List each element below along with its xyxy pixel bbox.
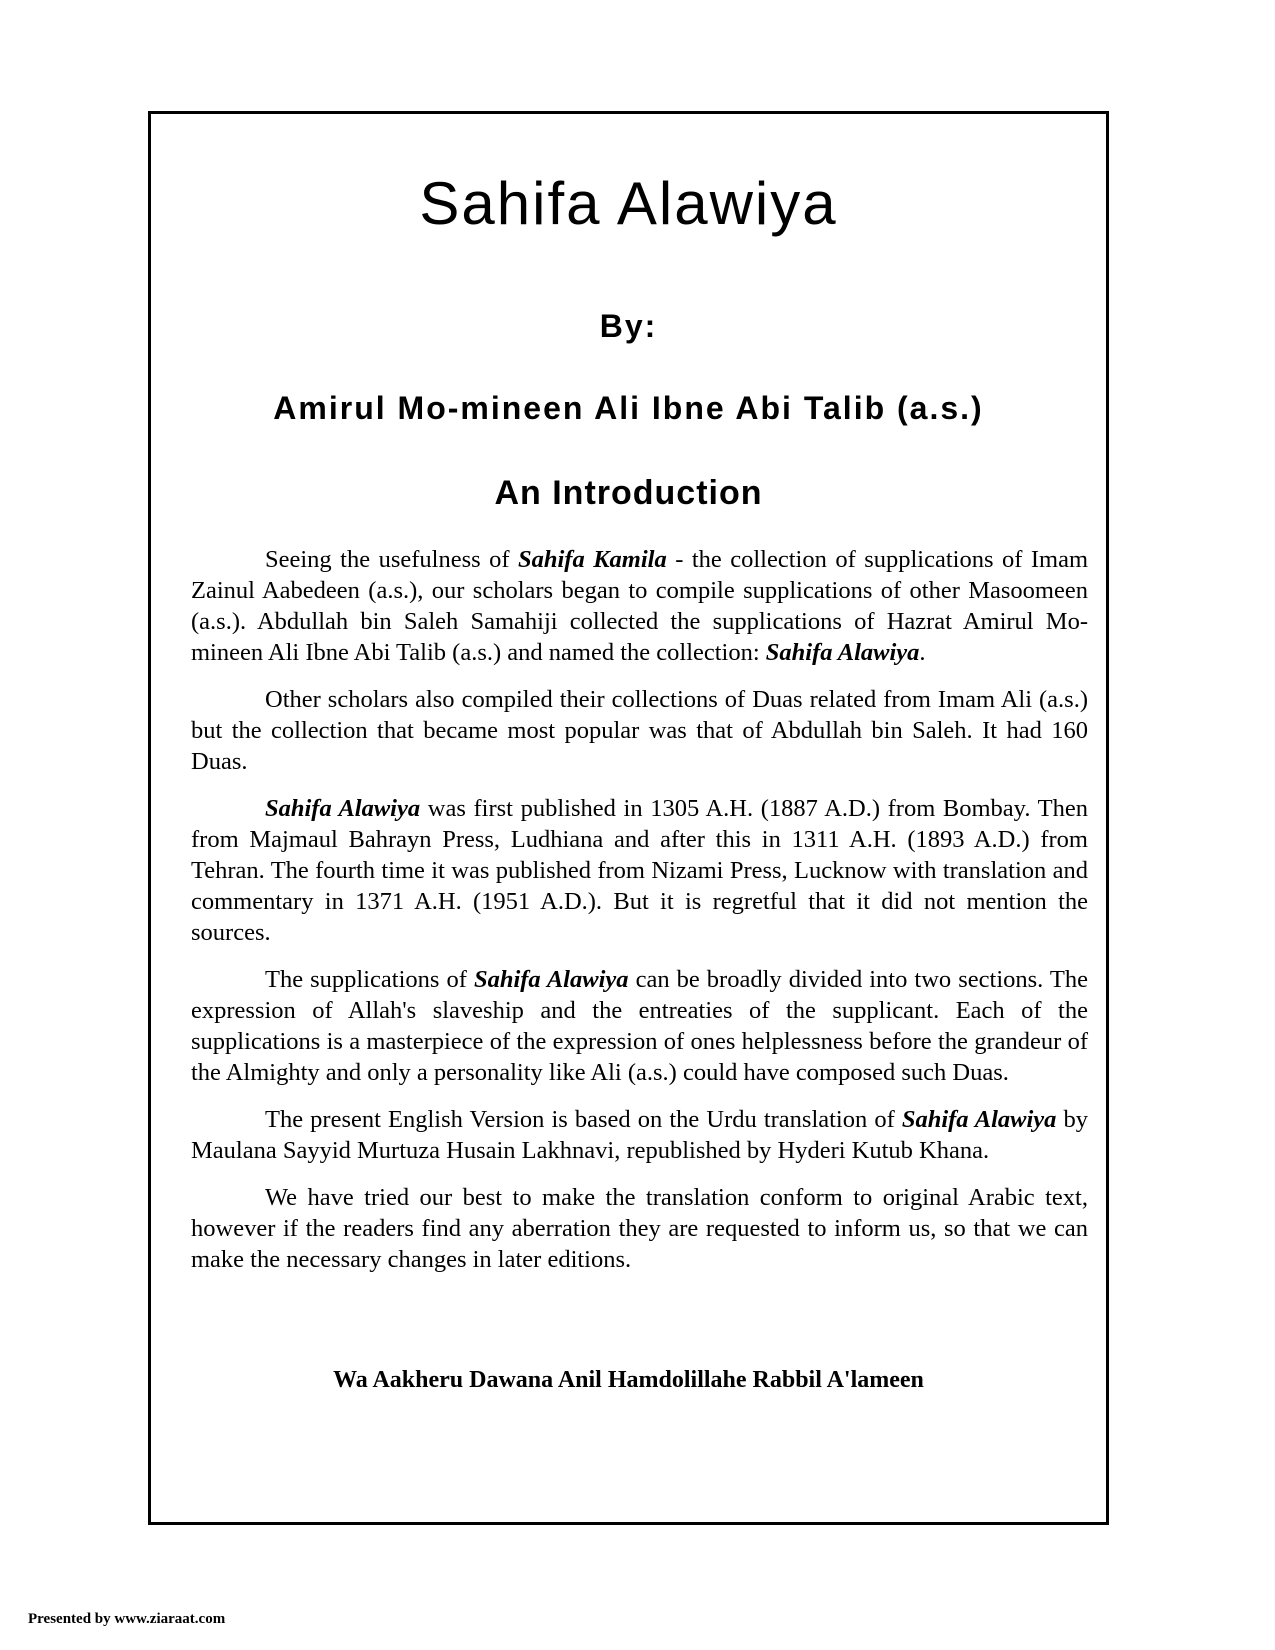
book-title-emphasis: Sahifa Alawiya [265,795,421,822]
paragraph-text: . [919,639,926,666]
book-title-emphasis: Sahifa Alawiya [765,639,920,666]
paragraph-text: was first published in 1305 A.H. (1887 A.D.) from Bombay. Then from Majmaul Bahrayn Press, Ludhiana and after this in 1311 A.H. (1893 A.D.) from Tehran. The fourth time it was published from Nizami Press, Lucknow with translation and commentary in 1371 A.H. (1951 A.D.). But it is regretful that it did not mention the sources. [191,795,1088,946]
book-title-emphasis: Sahifa Alawiya [901,1106,1057,1133]
paragraph-text: Other scholars also compiled their collections of Duas related from Imam Ali (a.s.) but the collection that became most popular was that of Abdullah bin Saleh. It had 160 Duas. [191,686,1088,775]
paragraph-text: We have tried our best to make the translation conform to original Arabic text, however if the readers find any aberration they are requested to inform us, so that we can make the necessary changes in later editions. [191,1184,1088,1273]
footer-credit: Presented by www.ziaraat.com [28,1611,226,1627]
paragraph-text: The present English Version is based on the Urdu translation of [265,1106,902,1133]
paragraph-1 [191,544,1088,668]
paragraph-3 [191,793,1088,948]
by-label: By: [599,308,658,344]
paragraph-text: Seeing the usefulness of [265,546,518,573]
book-title: Sahifa Alawiya [419,170,838,237]
paragraph-text: can be broadly divided into two sections. The expression of Allah's slaveship and the entreaties of the supplicant. Each of the supplications is a masterpiece of the expression of ones helplessness before the grandeur of the Almighty and only a personality like Ali (a.s.) could have composed such Duas. [191,966,1088,1086]
closing-line: Wa Aakheru Dawana Anil Hamdolillahe Rabbil A'lameen [333,1367,924,1393]
introduction-body [191,544,1088,1291]
book-title-emphasis: Sahifa Alawiya [473,966,629,993]
paragraph-5 [191,1104,1088,1166]
paragraph-2 [191,684,1088,777]
paragraph-text: - the collection of supplications of Imam Zainul Aabedeen (a.s.), our scholars began to compile supplications of other Masoomeen (a.s.). Abdullah bin Saleh Samahiji collected the supplications of Hazrat Amirul Mo-mineen Ali Ibne Abi Talib (a.s.) and named the collection: [191,546,1089,666]
paragraph-4 [191,964,1088,1088]
page-border-frame [148,111,1109,1525]
author-name: Amirul Mo-mineen Ali Ibne Abi Talib (a.s.) [273,390,984,426]
paragraph-6 [191,1182,1088,1275]
paragraph-text: The supplications of [265,966,474,993]
section-heading: An Introduction [494,474,763,512]
paragraph-text: by Maulana Sayyid Murtuza Husain Lakhnavi, republished by Hyderi Kutub Khana. [191,1106,1088,1164]
book-title-emphasis: Sahifa Kamila [518,546,667,573]
